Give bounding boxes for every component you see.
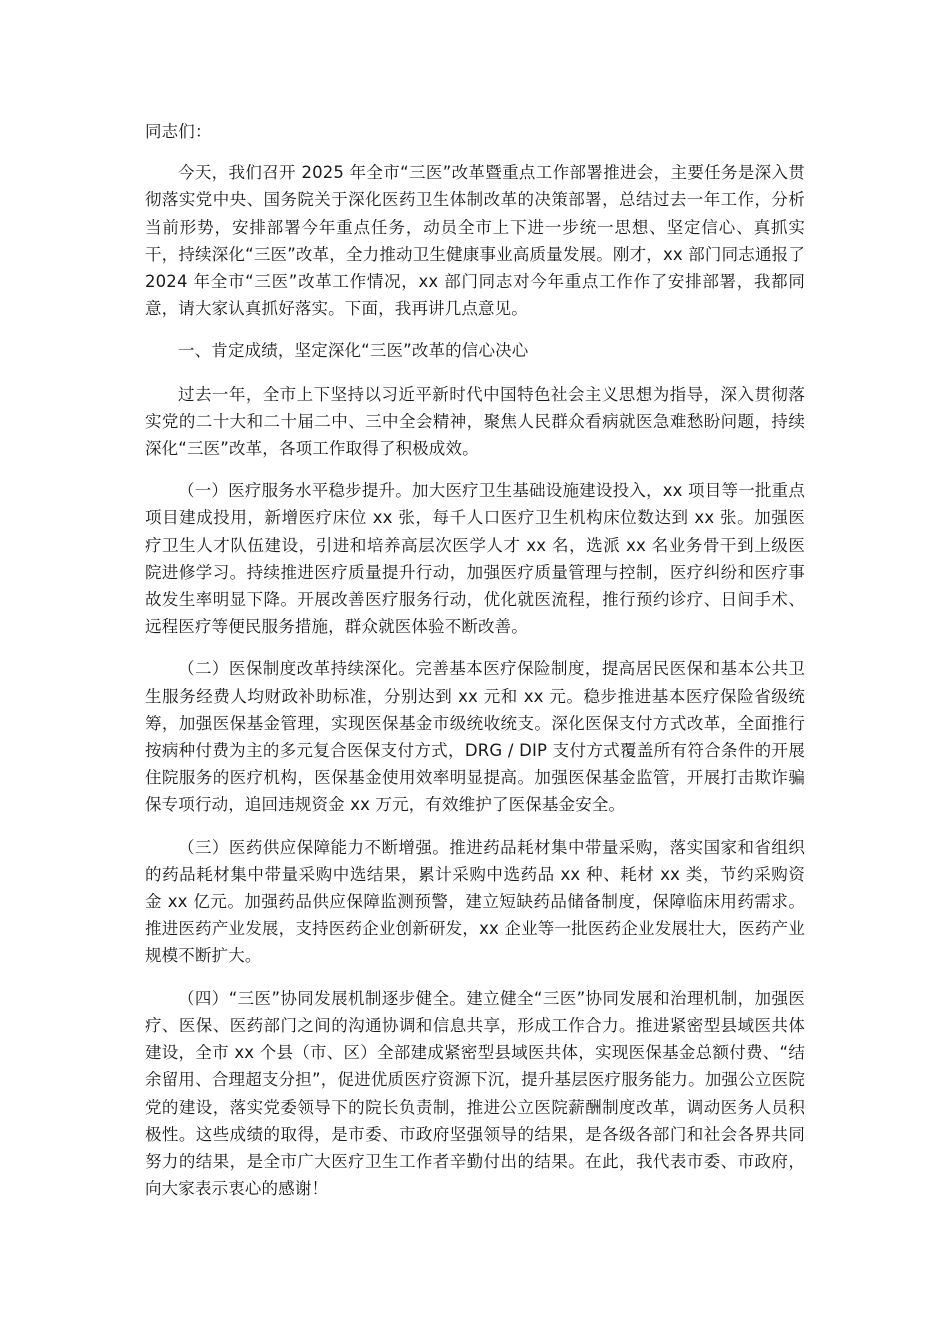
document-page — [145, 118, 805, 1217]
intro-paragraph: 今天，我们召开 2025 年全市“三医”改革暨重点工作部署推进会，主要任务是深入贯彻落实党中央、国务院关于深化医药卫生体制改革的决策部署，总结过去一年工作，分析当前形势，安排部署今年重点任务，动员全市上下进一步统一思想、坚定信心、真抓实干，持续深化“三医”改革，全力推动卫生健康事业高质量发展。刚才，xx 部门同志通报了 2024 年全市“三医”改革工作情况，xx 部门同志对今年重点工作作了安排部署，我都同意，请大家认真抓好落实。下面，我再讲几点意见。 — [145, 163, 805, 319]
item-medical-service-paragraph: （一）医疗服务水平稳步提升。加大医疗卫生基础设施建设投入，xx 项目等一批重点项目建成投用，新增医疗床位 xx 张，每千人口医疗卫生机构床位数达到 xx 张。加强医疗卫生人才队伍建设，引进和培养高层次医学人才 xx 名，选派 xx 名业务骨干到上级医院进修学习。持续推进医疗质量提升行动，加强医疗质量管理与控制，医疗纠纷和医疗事故发生率明显下降。开展改善医疗服务行动，优化就医流程，推行预约诊疗、日间手术、远程医疗等便民服务措施，群众就医体验不断改善。 — [145, 481, 805, 637]
item-medical-insurance-paragraph: （二）医保制度改革持续深化。完善基本医疗保险制度，提高居民医保和基本公共卫生服务经费人均财政补助标准，分别达到 xx 元和 xx 元。稳步推进基本医疗保险省级统筹，加强医保基金管理，实现医保基金市级统收统支。深化医保支付方式改革，全面推行按病种付费为主的多元复合医保支付方式，DRG / DIP 支付方式覆盖所有符合条件的开展住院服务的医疗机构，医保基金使用效率明显提高。加强医保基金监管，开展打击欺诈骗保专项行动，追回违规资金 xx 万元，有效维护了医保基金安全。 — [145, 659, 805, 815]
section-heading: 一、肯定成绩，坚定深化“三医”改革的信心决心 — [178, 341, 529, 361]
item-medicine-supply-paragraph: （三）医药供应保障能力不断增强。推进药品耗材集中带量采购，落实国家和省组织的药品耗材集中带量采购中选结果，累计采购中选药品 xx 种、耗材 xx 类，节约采购资金 xx 亿元。加强药品供应保障监测预警，建立短缺药品储备制度，保障临床用药需求。推进医药产业发展，支持医药企业创新研发，xx 企业等一批医药企业发展壮大，医药产业规模不断扩大。 — [145, 837, 805, 966]
item-coordination-paragraph: （四）“三医”协同发展机制逐步健全。建立健全“三医”协同发展和治理机制，加强医疗、医保、医药部门之间的沟通协调和信息共享，形成工作合力。推进紧密型县域医共体建设，全市 xx 个县（市、区）全部建成紧密型县域医共体，实现医保基金总额付费、“结余留用、合理超支分担”，促进优质医疗资源下沉，提升基层医疗服务能力。加强公立医院党的建设，落实党委领导下的院长负责制，推进公立医院薪酬制度改革，调动医务人员积极性。这些成绩的取得，是市委、市政府坚强领导的结果，是各级各部门和社会各界共同努力的结果，是全市广大医疗卫生工作者辛勤付出的结果。在此，我代表市委、市政府，向大家表示衷心的感谢！ — [145, 988, 805, 1199]
section-intro-paragraph: 过去一年，全市上下坚持以习近平新时代中国特色社会主义思想为指导，深入贯彻落实党的二十大和二十届二中、三中全会精神，聚焦人民群众看病就医急难愁盼问题，持续深化“三医”改革，各项工作取得了积极成效。 — [145, 384, 805, 459]
salutation: 同志们： — [145, 122, 212, 141]
